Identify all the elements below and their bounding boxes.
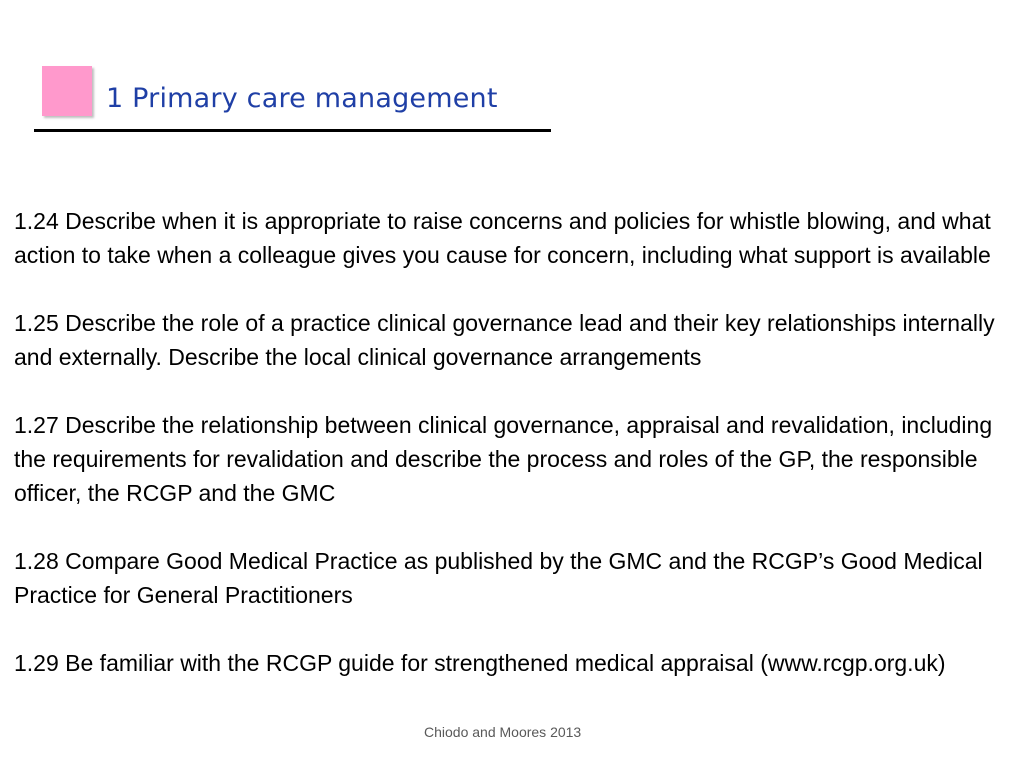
curriculum-item-1-25: 1.25 Describe the role of a practice clinical governance lead and their key relationships internally and externally. Describe the local clinical governance arrangements [14, 310, 995, 370]
section-title: 1 Primary care management [106, 83, 498, 114]
curriculum-item-1-27: 1.27 Describe the relationship between clinical governance, appraisal and revalidation, including the requirements for revalidation and describe the process and roles of the GP, the responsible officer, the RCGP and the GMC [14, 412, 993, 506]
section-color-marker [42, 66, 92, 116]
curriculum-item-1-28: 1.28 Compare Good Medical Practice as published by the GMC and the RCGP’s Good Medical Practice for General Practitioners [14, 548, 983, 608]
curriculum-item-1-29: 1.29 Be familiar with the RCGP guide for strengthened medical appraisal (www.rcgp.org.uk) [14, 650, 946, 676]
curriculum-item-1-24: 1.24 Describe when it is appropriate to raise concerns and policies for whistle blowing, and what action to take when a colleague gives you cause for concern, including what support is available [14, 208, 991, 268]
slide-footer-credit: Chiodo and Moores 2013 [424, 724, 582, 740]
title-underline [34, 129, 551, 132]
slide-header [0, 0, 1024, 140]
curriculum-list [14, 204, 1018, 680]
